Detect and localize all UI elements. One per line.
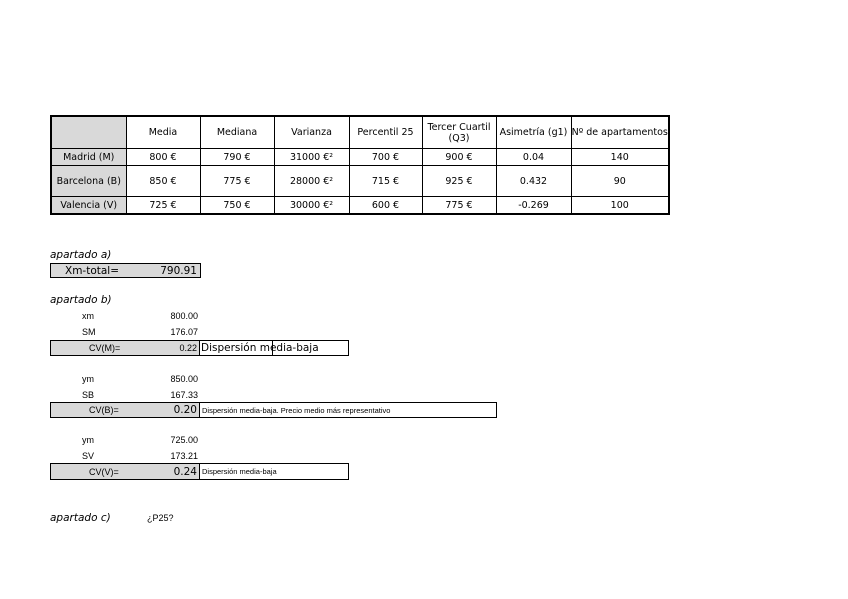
xm-label: xm <box>82 311 94 321</box>
table-cell: 700 € <box>349 149 422 166</box>
table-cell: 0.04 <box>496 149 571 166</box>
header-media: Media <box>126 116 200 149</box>
cv-b-value: 0.20 <box>173 404 197 416</box>
header-num-apartamentos-text: Nº de apartamentos <box>571 127 668 138</box>
sm-value: 176.07 <box>170 327 198 337</box>
cv-b-label: CV(B)= <box>89 405 119 415</box>
yb-value: 850.00 <box>170 374 198 384</box>
sb-label: SB <box>82 390 95 400</box>
cv-v-row <box>50 463 349 480</box>
stats-table <box>50 115 670 215</box>
cv-m-value: 0.22 <box>179 343 197 353</box>
header-tercer-cuartil <box>422 116 496 149</box>
table-cell: 775 € <box>422 197 496 215</box>
table-cell: 925 € <box>422 166 496 197</box>
cv-m-row <box>50 340 349 356</box>
table-row <box>51 166 669 197</box>
header-percentil-25: Percentil 25 <box>349 116 422 149</box>
cv-v-cell <box>51 464 200 479</box>
table-cell: 900 € <box>422 149 496 166</box>
section-b-title: apartado b) <box>50 294 112 306</box>
header-mediana: Mediana <box>200 116 274 149</box>
header-num-apartamentos <box>571 116 669 149</box>
xm-total-label: Xm-total= <box>65 264 120 277</box>
xm-total-value: 790.91 <box>160 264 197 277</box>
header-asimetria-text: Asimetría (g1) <box>499 127 568 138</box>
table-cell: 90 <box>571 166 669 197</box>
table-cell: 800 € <box>126 149 200 166</box>
row-label: Madrid (M) <box>51 149 126 166</box>
cv-m-cell <box>51 341 200 355</box>
cv-m-label: CV(M)= <box>89 343 121 353</box>
xm-value: 800.00 <box>170 311 198 321</box>
table-cell: 850 € <box>126 166 200 197</box>
yb-label: ym <box>82 374 94 384</box>
header-corner <box>51 116 126 149</box>
yv-label: ym <box>82 435 94 445</box>
table-cell: 790 € <box>200 149 274 166</box>
sv-value: 173.21 <box>170 451 198 461</box>
xm-total-cell <box>51 264 200 277</box>
xm-total-box <box>50 263 201 278</box>
table-row <box>51 149 669 166</box>
table-cell: 775 € <box>200 166 274 197</box>
table-cell: 28000 €² <box>274 166 349 197</box>
cv-v-label: CV(V)= <box>89 466 119 477</box>
section-a-title: apartado a) <box>50 249 112 261</box>
row-label: Valencia (V) <box>51 197 126 215</box>
header-varianza: Varianza <box>274 116 349 149</box>
sv-label: SV <box>82 451 95 461</box>
table-cell: 715 € <box>349 166 422 197</box>
table-cell: 100 <box>571 197 669 215</box>
sm-label: SM <box>82 327 96 337</box>
header-tercer-cuartil-text: Tercer Cuartil (Q3) <box>427 121 491 144</box>
table-row <box>51 197 669 215</box>
cv-v-value: 0.24 <box>173 465 197 478</box>
table-cell: 31000 €² <box>274 149 349 166</box>
cv-b-row <box>50 402 497 418</box>
table-cell: 725 € <box>126 197 200 215</box>
table-cell: 30000 €² <box>274 197 349 215</box>
table-header-row <box>51 116 669 149</box>
cv-b-comment: Dispersión media-baja. Precio medio más representativo <box>202 406 391 415</box>
table-cell: 0.432 <box>496 166 571 197</box>
section-c-note: ¿P25? <box>147 513 174 523</box>
sb-value: 167.33 <box>170 390 198 400</box>
yv-value: 725.00 <box>170 435 198 445</box>
table-cell: 600 € <box>349 197 422 215</box>
header-asimetria <box>496 116 571 149</box>
cv-b-cell <box>51 403 200 417</box>
cv-m-comment: Dispersión media-baja <box>201 342 319 354</box>
cv-v-comment: Dispersión media-baja <box>202 467 277 476</box>
table-cell: 750 € <box>200 197 274 215</box>
table-cell: 140 <box>571 149 669 166</box>
section-c-title: apartado c) <box>50 512 111 524</box>
row-label: Barcelona (B) <box>51 166 126 197</box>
table-cell: -0.269 <box>496 197 571 215</box>
